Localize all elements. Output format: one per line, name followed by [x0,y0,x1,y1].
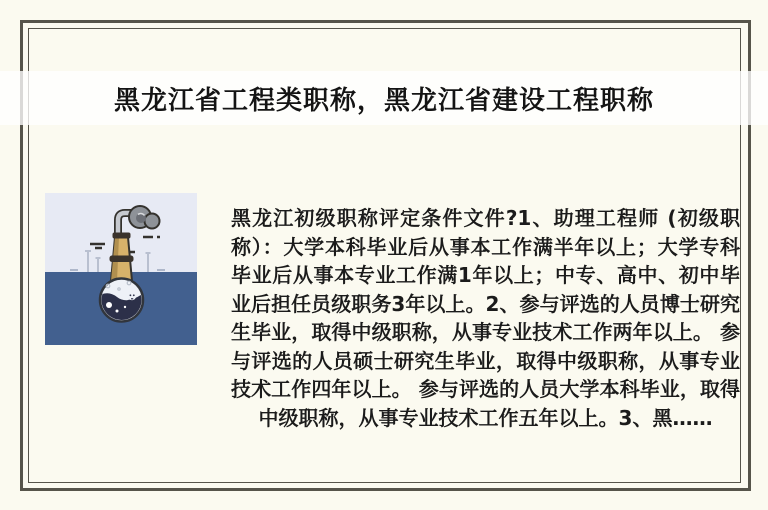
title-band [0,71,768,125]
article-body-text: 黑龙江初级职称评定条件文件?1、助理工程师 (初级职称）：大学本科毕业后从事本工作满半年以上；大学专科毕业后从事本专业工作满1年以上；中专、高中、初中毕业后担任员级职务3年以上。2、参与评选的人员博士研究生毕业，取得中级职称，从事专业技术工作两年以上。 参与评选的人员硕士研究生毕业，取得中级职称，从事专业技术工作四年以上。 参与评选的人员大学本科毕业，取得中级职称，从事专业技术工作五年以上。3、黑…… [231,206,740,430]
flask-chimney-sea-svg [45,193,197,345]
flask-chimney-sea-illustration [45,193,197,345]
page-title: 黑龙江省工程类职称，黑龙江省建设工程职称 [113,85,654,116]
